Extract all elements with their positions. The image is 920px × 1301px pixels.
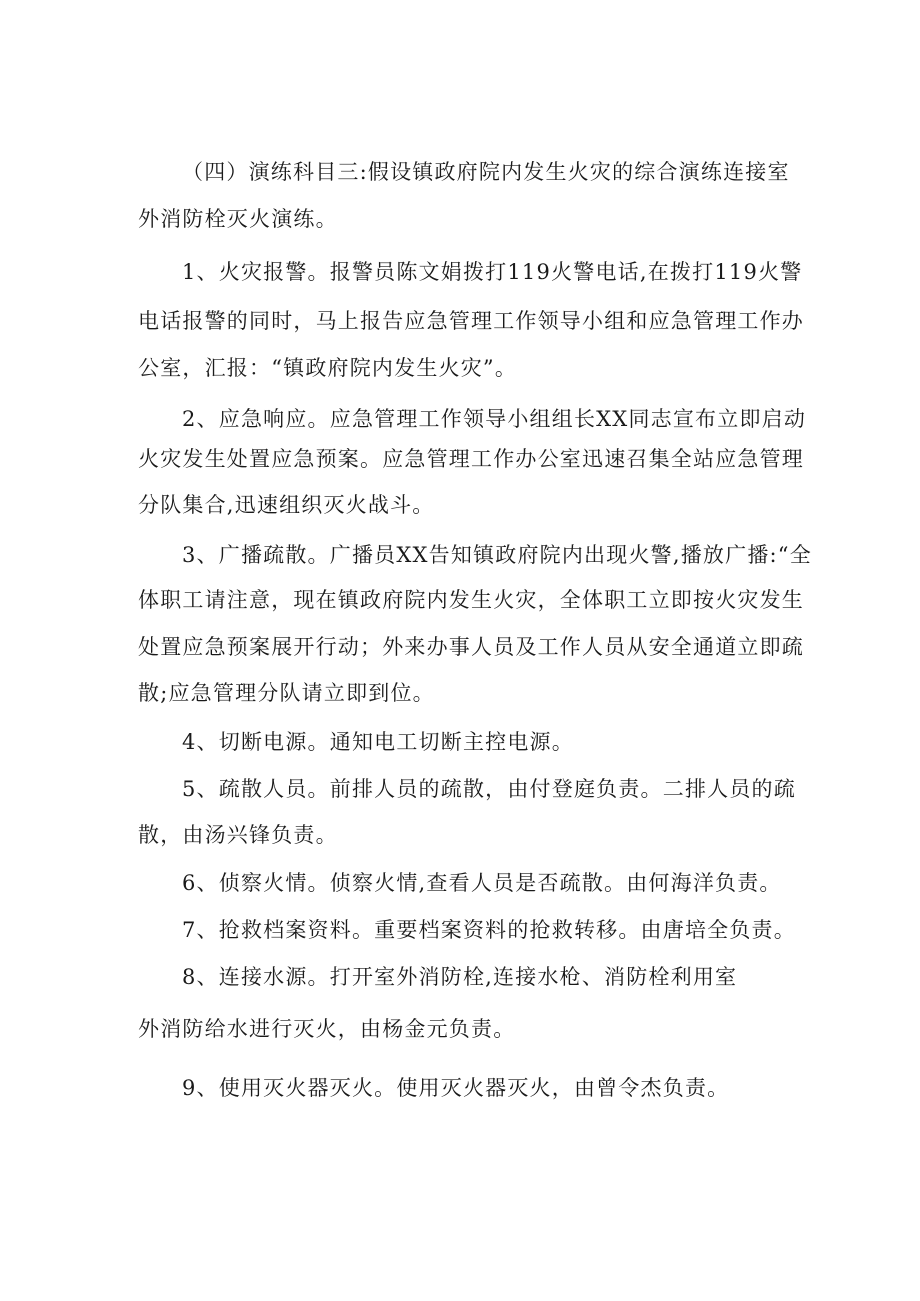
section-heading-line-1: （四）演练科目三:假设镇政府院内发生火灾的综合演练连接室 bbox=[182, 160, 790, 184]
item-2-line-3: 分队集合,迅速组织灭火战斗。 bbox=[138, 493, 435, 517]
item-4-line-1: 4、切断电源。通知电工切断主控电源。 bbox=[182, 730, 574, 754]
item-2-line-2: 火灾发生处置应急预案。应急管理工作办公室迅速召集全站应急管理 bbox=[138, 447, 804, 471]
item-3-line-4: 散;应急管理分队请立即到位。 bbox=[138, 681, 435, 705]
item-1-line-1: 1、火灾报警。报警员陈文娟拨打119火警电话,在拨打119火警 bbox=[182, 260, 803, 284]
section-heading-line-2: 外消防栓灭火演练。 bbox=[138, 207, 338, 231]
item-2-line-1: 2、应急响应。应急管理工作领导小组组长XX同志宣布立即启动 bbox=[182, 407, 807, 431]
item-1-line-2: 电话报警的同时，马上报告应急管理工作领导小组和应急管理工作办 bbox=[138, 309, 804, 333]
item-3-line-1: 3、广播疏散。广播员XX告知镇政府院内出现火警,播放广播:“全 bbox=[182, 543, 812, 567]
item-8-line-1: 8、连接水源。打开室外消防栓,连接水枪、消防栓利用室 bbox=[182, 965, 738, 989]
item-8-line-2: 外消防给水进行灭火，由杨金元负责。 bbox=[138, 1017, 516, 1041]
item-9-line-1: 9、使用灭火器灭火。使用灭火器灭火，由曾令杰负责。 bbox=[182, 1076, 730, 1100]
item-3-line-3: 处置应急预案展开行动；外来办事人员及工作人员从安全通道立即疏 bbox=[138, 635, 804, 659]
item-3-line-2: 体职工请注意，现在镇政府院内发生火灾，全体职工立即按火灾发生 bbox=[138, 588, 804, 612]
item-1-line-3: 公室，汇报：“镇政府院内发生火灾”。 bbox=[138, 356, 518, 380]
item-6-line-1: 6、侦察火情。侦察火情,查看人员是否疏散。由何海洋负责。 bbox=[182, 871, 782, 895]
item-5-line-2: 散，由汤兴锋负责。 bbox=[138, 823, 338, 847]
item-5-line-1: 5、疏散人员。前排人员的疏散，由付登庭负责。二排人员的疏 bbox=[182, 777, 796, 801]
item-7-line-1: 7、抢救档案资料。重要档案资料的抢救转移。由唐培全负责。 bbox=[182, 918, 796, 942]
